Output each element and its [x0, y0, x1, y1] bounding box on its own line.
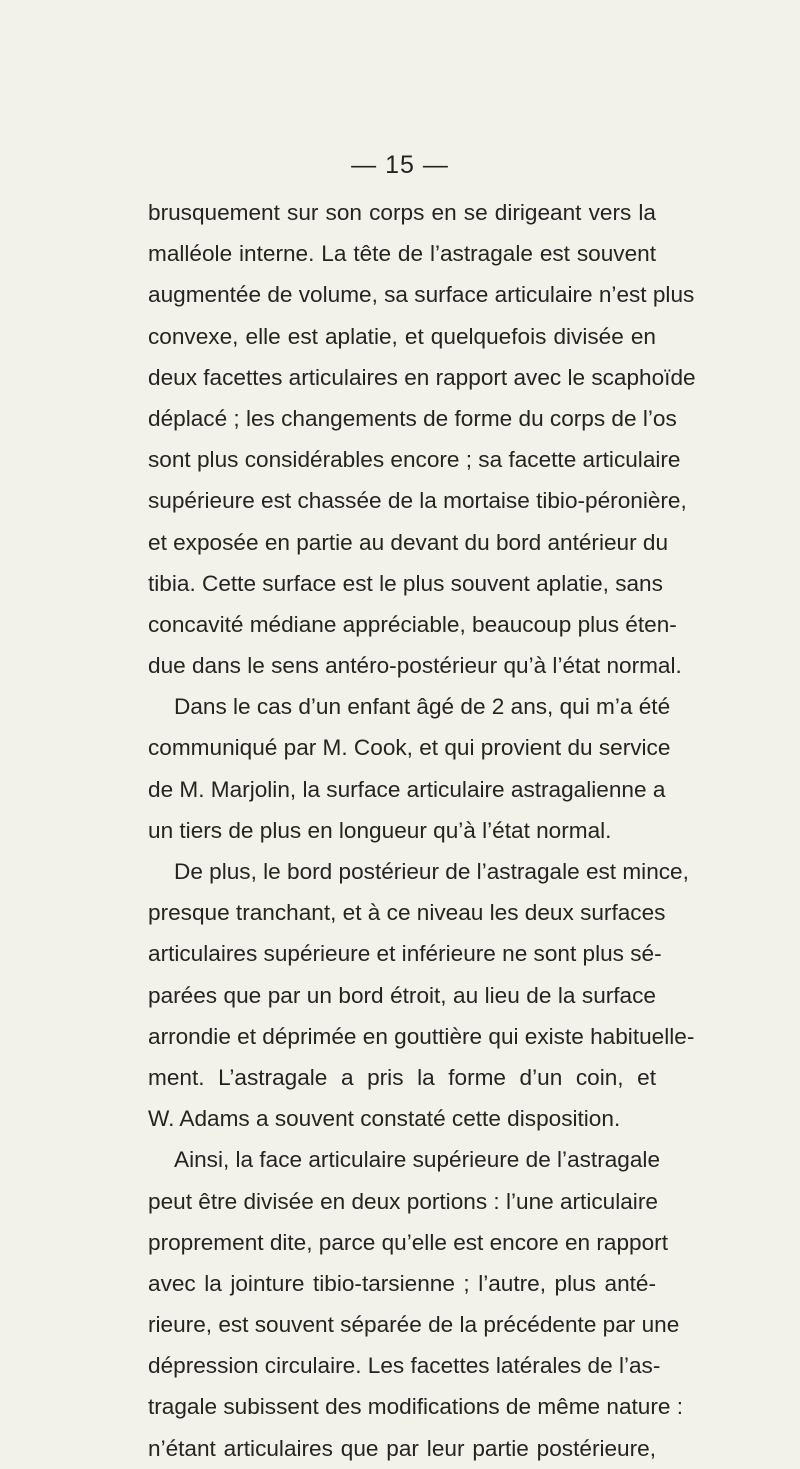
text-line: supérieure est chassée de la mortaise tibio-péronière,: [148, 488, 687, 514]
text-line: presque tranchant, et à ce niveau les deux surfaces: [148, 900, 666, 926]
text-line: tragale subissent des modifications de même nature :: [148, 1394, 684, 1420]
text-line: W. Adams a souvent constaté cette disposition.: [148, 1106, 621, 1132]
text-line: augmentée de volume, sa surface articulaire n’est plus: [148, 282, 695, 308]
text-line: deux facettes articulaires en rapport avec le scaphoïde: [148, 364, 696, 390]
text-line: ment. L’astragale a pris la forme d’un coin, et: [148, 1064, 656, 1090]
text-line: brusquement sur son corps en se dirigeant vers la: [148, 200, 656, 225]
text-line: de M. Marjolin, la surface articulaire astragalienne a: [148, 776, 666, 802]
text-line: arrondie et déprimée en gouttière qui existe habituelle-: [148, 1023, 695, 1049]
text-line: déplacé ; les changements de forme du corps de l’os: [148, 405, 677, 431]
page-number: — 15 —: [351, 151, 449, 179]
text-line: proprement dite, parce qu’elle est encore en rapport: [148, 1229, 668, 1255]
text-line: dépression circulaire. Les facettes latérales de l’as-: [148, 1353, 661, 1379]
text-line: sont plus considérables encore ; sa facette articulaire: [148, 447, 681, 473]
text-line: avec la jointure tibio-tarsienne ; l’autre, plus anté-: [148, 1270, 656, 1296]
text-line: articulaires supérieure et inférieure ne sont plus sé-: [148, 941, 662, 967]
text-line: concavité médiane appréciable, beaucoup plus éten-: [148, 611, 677, 637]
text-line: Dans le cas d’un enfant âgé de 2 ans, qui m’a été: [174, 694, 671, 720]
text-line: due dans le sens antéro-postérieur qu’à l’état normal.: [148, 653, 682, 679]
body-text: [148, 192, 696, 1469]
text-line: convexe, elle est aplatie, et quelquefois divisée en: [148, 323, 656, 349]
text-line: tibia. Cette surface est le plus souvent aplatie, sans: [148, 570, 663, 596]
text-line: peut être divisée en deux portions : l’une articulaire: [148, 1188, 658, 1214]
text-line: Ainsi, la face articulaire supérieure de l’astragale: [174, 1147, 661, 1173]
text-line: malléole interne. La tête de l’astragale est souvent: [148, 241, 656, 267]
text-line: De plus, le bord postérieur de l’astragale est mince,: [174, 859, 689, 884]
text-line: n’étant articulaires que par leur partie postérieure,: [148, 1435, 656, 1461]
text-line: parées que par un bord étroit, au lieu de la surface: [148, 982, 656, 1008]
text-line: communiqué par M. Cook, et qui provient du service: [148, 735, 671, 761]
text-line: rieure, est souvent séparée de la précédente par une: [148, 1312, 680, 1338]
text-line: un tiers de plus en longueur qu’à l’état normal.: [148, 817, 612, 843]
text-line: et exposée en partie au devant du bord antérieur du: [148, 529, 669, 555]
